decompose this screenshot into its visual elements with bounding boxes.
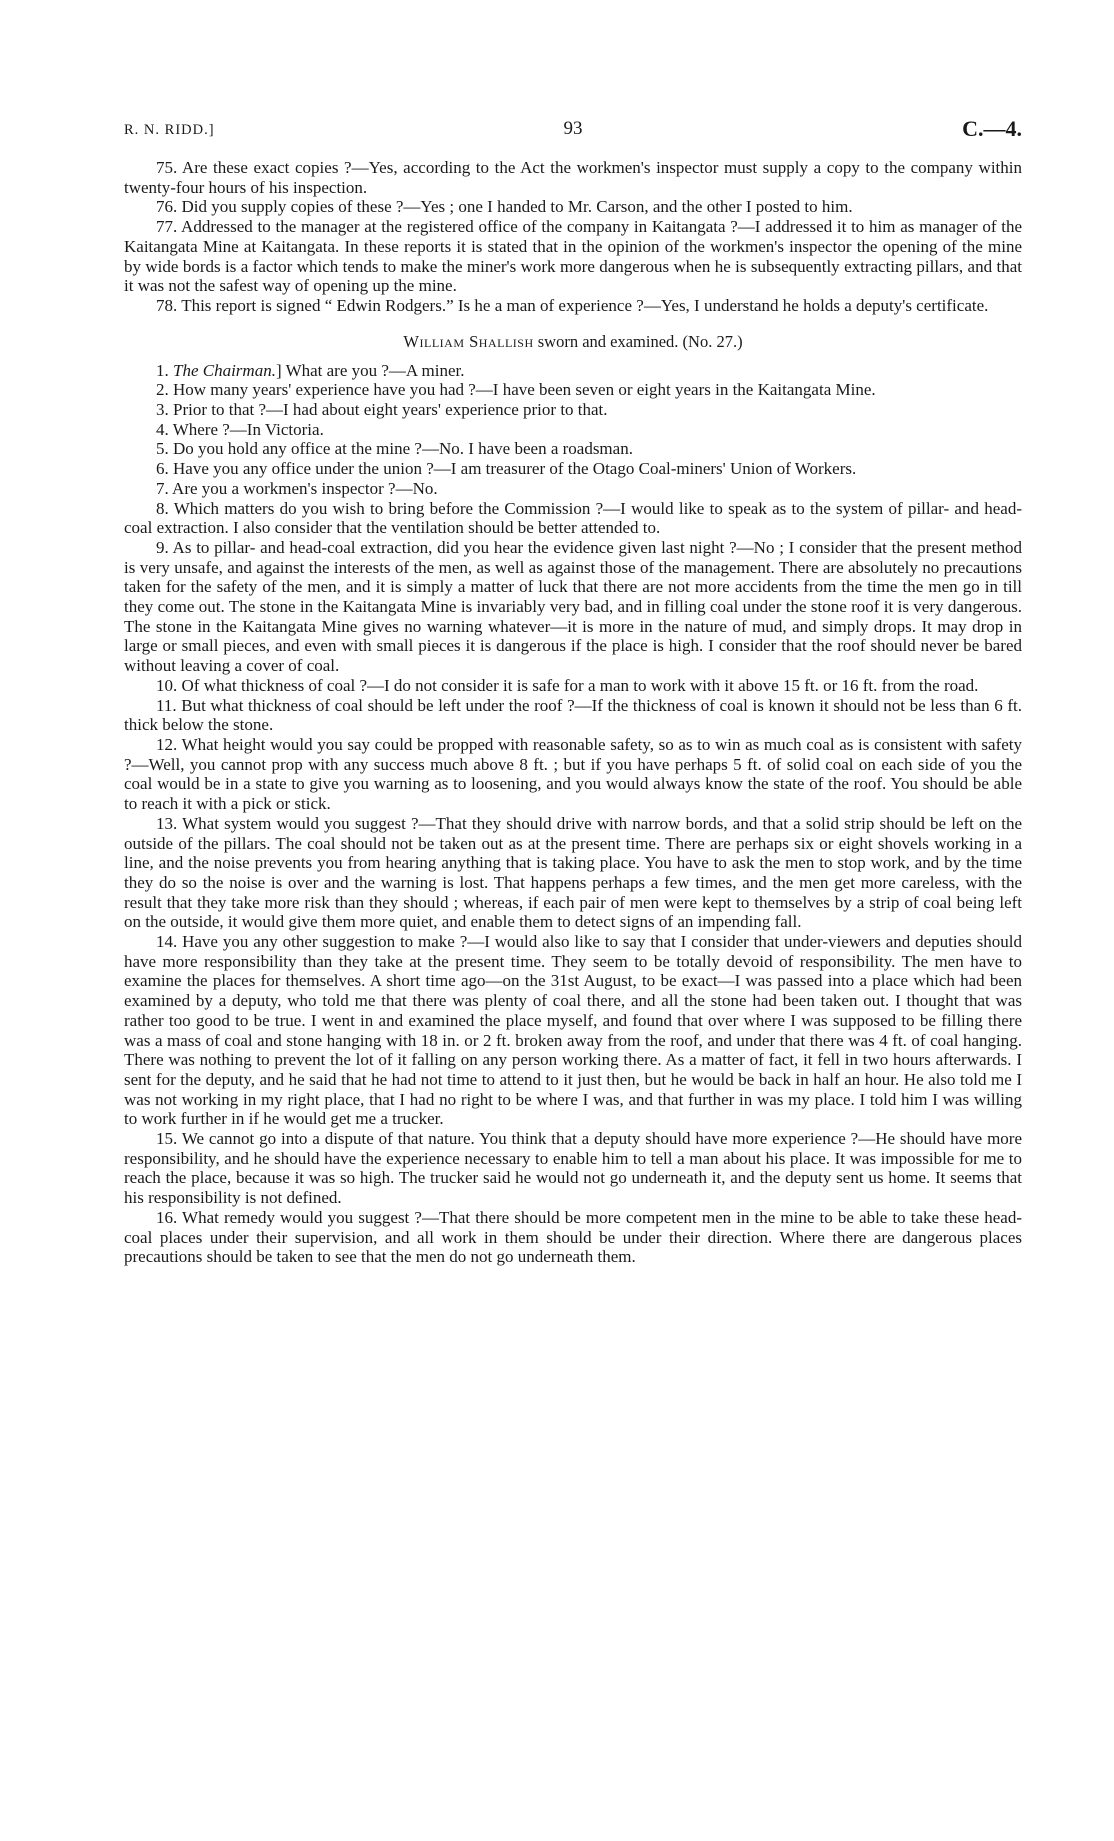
witness-heading bbox=[124, 316, 1022, 361]
paragraph-q8: 8. Which matters do you wish to bring before the Commission ?—I would like to speak as to the system of pillar- and head-coal extraction. I also consider that the ventilation should be better attended to. bbox=[124, 498, 1022, 538]
witness-heading-rest: sworn and examined. (No. 27.) bbox=[533, 331, 743, 351]
question-text: ] What are you ?—A miner. bbox=[275, 360, 465, 380]
paragraph-q2: 2. How many years' experience have you had ?—I have been seven or eight years in the Kaitangata Mine. bbox=[156, 380, 876, 400]
page-number: 93 bbox=[563, 118, 583, 139]
speaker-name: The Chairman. bbox=[173, 360, 276, 380]
paragraph-q5: 5. Do you hold any office at the mine ?—No. I have been a roadsman. bbox=[156, 439, 633, 459]
paragraph-q7: 7. Are you a workmen's inspector ?—No. bbox=[156, 478, 438, 498]
paragraph-q16: 16. What remedy would you suggest ?—That there should be more competent men in the mine to be able to take these head-coal places under their supervision, and all work in them should be under their direction. Where there are dangerous places precautions should be taken to see that the men do not go underneath them. bbox=[124, 1207, 1022, 1267]
paragraph-q3: 3. Prior to that ?—I had about eight years' experience prior to that. bbox=[156, 400, 608, 420]
paragraph-q9: 9. As to pillar- and head-coal extraction, did you hear the evidence given last night ?—No ; I consider that the present method is very unsafe, and against the interests of the men, as well as against those of the management. There are absolutely no precautions taken for the safety of the men, and it is simply a matter of luck that there are not more accidents from the time the men go in till they come out. The stone in the Kaitangata Mine is invariably very bad, and in filling coal under the stone roof it is very dangerous. The stone in the Kaitangata Mine gives no warning whatever—it is more in the nature of mud, and simply drops. It may drop in large or small pieces, and even with small pieces it is dangerous if the place is high. I consider that the roof should never be bared without leaving a cover of coal. bbox=[124, 537, 1022, 676]
paragraph-q78: 78. This report is signed “ Edwin Rodgers.” Is he a man of experience ?—Yes, I understand he holds a deputy's certificate. bbox=[156, 295, 989, 315]
paragraph-q75: 75. Are these exact copies ?—Yes, according to the Act the workmen's inspector must supply a copy to the company within twenty-four hours of his inspection. bbox=[124, 158, 1022, 197]
header-witness-name: R. N. RIDD.] bbox=[124, 122, 215, 138]
paragraph-q77: 77. Addressed to the manager at the registered office of the company in Kaitangata ?—I addressed it to him as manager of the Kaitangata Mine at Kaitangata. In these reports it is stated that in the opinion of the workmen's inspector the opening of the mine by wide bords is a factor which tends to make the miner's work more dangerous when he is subsequently extracting pillars, and that it was not the safest way of opening up the mine. bbox=[124, 217, 1022, 296]
question-number: 1. bbox=[156, 360, 173, 380]
witness-name: William Shallish bbox=[403, 331, 534, 351]
paragraph-q1 bbox=[124, 361, 1022, 381]
paragraph-q10: 10. Of what thickness of coal ?—I do not consider it is safe for a man to work with it above 15 ft. or 16 ft. from the road. bbox=[156, 675, 979, 695]
paragraph-q11: 11. But what thickness of coal should be left under the roof ?—If the thickness of coal is known it should not be less than 6 ft. thick below the stone. bbox=[124, 695, 1022, 735]
paragraph-q14: 14. Have you any other suggestion to make ?—I would also like to say that I consider that under-viewers and deputies should have more responsibility than they take at the present time. They seem to be totally devoid of responsibility. The men have to examine the places for themselves. A short time ago—on the 31st August, to be exact—I was passed into a place which had been examined by a deputy, who told me that there was plenty of coal there, and all the stone had been taken out. I thought that was rather too good to be true. I went in and examined the place myself, and found that over where I was supposed to be filling there was a mass of coal and stone hanging with 18 in. or 2 ft. broken away from the roof, and under that there was 4 ft. of coal hanging. There was nothing to prevent the lot of it falling on any person working there. As a matter of fact, it fell in two hours afterwards. I sent for the deputy, and he said that he had not time to attend to it just then, but he would be back in half an hour. He also told me I was not working in my right place, that I had no right to be where I was, and that further in was my place. I told him I was willing to work further in if he would get me a trucker. bbox=[124, 932, 1022, 1129]
paragraph-q13: 13. What system would you suggest ?—That they should drive with narrow bords, and that a solid strip should be left on the outside of the pillars. The coal should not be taken out as at the present time. There are perhaps six or eight shovels working in a line, and the noise prevents you from hearing anything that is taking place. You have to ask the men to stop work, and by the time they do so the noise is over and the warning is lost. That happens perhaps a few times, and the men get more careless, with the result that they take more risk than they should ; whereas, if each pair of men were kept to themselves by a strip of coal being left on the outside, it would give them more quiet, and enable them to detect signs of an impending fall. bbox=[124, 813, 1022, 932]
document-code: C.—4. bbox=[962, 116, 1022, 141]
running-header bbox=[124, 118, 1022, 148]
paragraph-q4: 4. Where ?—In Victoria. bbox=[156, 419, 324, 439]
paragraph-q12: 12. What height would you say could be propped with reasonable safety, so as to win as much coal as is consistent with safety ?—Well, you cannot prop with any success much above 8 ft. ; but if you have perhaps 5 ft. of solid coal on each side of you the coal would be in a state to give you warning as to loosening, and you would always know the state of the roof. You should be able to reach it with a pick or stick. bbox=[124, 734, 1022, 814]
document-page bbox=[124, 118, 1022, 1267]
paragraph-q76: 76. Did you supply copies of these ?—Yes ; one I handed to Mr. Carson, and the other I posted to him. bbox=[156, 197, 853, 217]
paragraph-q6: 6. Have you any office under the union ?—I am treasurer of the Otago Coal-miners' Union of Workers. bbox=[156, 459, 857, 479]
document-body bbox=[124, 158, 1022, 1267]
paragraph-q15: 15. We cannot go into a dispute of that nature. You think that a deputy should have more experience ?—He should have more responsibility, and he should have the experience necessary to enable him to tell a man about his place. It was impossible for me to reach the place, because it was so high. The trucker said he would not go underneath it, and the deputy sent us home. It seems that his responsibility is not defined. bbox=[124, 1129, 1022, 1208]
